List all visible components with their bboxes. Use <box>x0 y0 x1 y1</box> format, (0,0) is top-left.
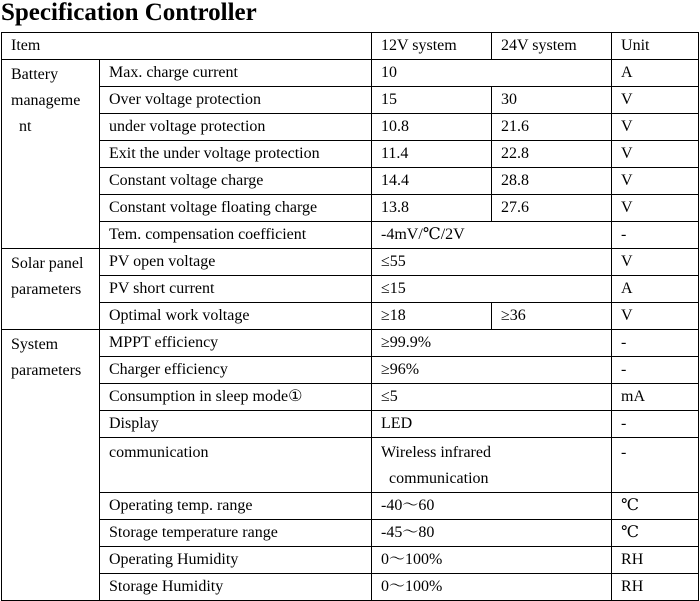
param-unit: V <box>612 87 699 114</box>
page-title: Specification Controller <box>1 0 257 26</box>
param-unit: - <box>612 357 699 384</box>
param-name: Operating temp. range <box>100 493 372 520</box>
param-unit: RH <box>612 547 699 574</box>
param-value: ≤5 <box>372 384 612 411</box>
table-row <box>2 493 699 520</box>
param-unit: - <box>612 411 699 438</box>
param-unit: V <box>612 303 699 330</box>
table-row <box>2 168 699 195</box>
param-value: -45～80 <box>372 520 612 547</box>
table-row <box>2 520 699 547</box>
param-unit: V <box>612 195 699 222</box>
param-value: ≥99.9% <box>372 330 612 357</box>
param-value: -40～60 <box>372 493 612 520</box>
param-unit: RH <box>612 574 699 601</box>
param-value: 10 <box>372 60 612 87</box>
table-row <box>2 411 699 438</box>
group-system-parameters: System parameters <box>2 330 100 601</box>
table-row <box>2 384 699 411</box>
param-name: PV open voltage <box>100 249 372 276</box>
param-name: Tem. compensation coefficient <box>100 222 372 249</box>
param-name: Exit the under voltage protection <box>100 141 372 168</box>
header-unit: Unit <box>612 33 699 60</box>
param-unit: mA <box>612 384 699 411</box>
specification-table <box>1 32 699 601</box>
table-header-row <box>2 33 699 60</box>
table-row <box>2 574 699 601</box>
param-name: under voltage protection <box>100 114 372 141</box>
param-value-12v: 13.8 <box>372 195 492 222</box>
param-value: Wireless infrared communication <box>372 438 612 493</box>
param-unit: ℃ <box>612 493 699 520</box>
param-name: Over voltage protection <box>100 87 372 114</box>
table-row <box>2 276 699 303</box>
table-row <box>2 141 699 168</box>
table-row <box>2 438 699 493</box>
table-row <box>2 114 699 141</box>
param-name: Constant voltage floating charge <box>100 195 372 222</box>
table-row <box>2 87 699 114</box>
param-name: Charger efficiency <box>100 357 372 384</box>
param-value-12v: 10.8 <box>372 114 492 141</box>
param-unit: V <box>612 249 699 276</box>
param-value-24v: 28.8 <box>492 168 612 195</box>
param-value: ≤55 <box>372 249 612 276</box>
param-name: Storage temperature range <box>100 520 372 547</box>
table-row <box>2 330 699 357</box>
group-solar-panel-parameters: Solar panel parameters <box>2 249 100 330</box>
param-unit: A <box>612 276 699 303</box>
header-item: Item <box>2 33 372 60</box>
param-value: 0～100% <box>372 547 612 574</box>
param-value-12v: 15 <box>372 87 492 114</box>
group-battery-management: Battery manageme nt <box>2 60 100 249</box>
param-value-24v: ≥36 <box>492 303 612 330</box>
param-unit: - <box>612 330 699 357</box>
param-value: LED <box>372 411 612 438</box>
param-value: -4mV/℃/2V <box>372 222 612 249</box>
param-unit: V <box>612 114 699 141</box>
param-name: PV short current <box>100 276 372 303</box>
param-name: Max. charge current <box>100 60 372 87</box>
param-name: Operating Humidity <box>100 547 372 574</box>
param-value: 0～100% <box>372 574 612 601</box>
param-value-24v: 21.6 <box>492 114 612 141</box>
param-name: Storage Humidity <box>100 574 372 601</box>
param-name: Display <box>100 411 372 438</box>
param-name: MPPT efficiency <box>100 330 372 357</box>
param-value-24v: 30 <box>492 87 612 114</box>
table-row <box>2 547 699 574</box>
table-row <box>2 60 699 87</box>
param-value: ≥96% <box>372 357 612 384</box>
param-name: Constant voltage charge <box>100 168 372 195</box>
param-value-12v: 14.4 <box>372 168 492 195</box>
param-name: Optimal work voltage <box>100 303 372 330</box>
table-row <box>2 303 699 330</box>
param-unit: ℃ <box>612 520 699 547</box>
param-name: Consumption in sleep mode① <box>100 384 372 411</box>
param-unit: - <box>612 438 699 493</box>
param-value-12v: 11.4 <box>372 141 492 168</box>
table-row <box>2 195 699 222</box>
header-24v: 24V system <box>492 33 612 60</box>
param-value-24v: 27.6 <box>492 195 612 222</box>
param-unit: A <box>612 60 699 87</box>
table-row <box>2 249 699 276</box>
param-value: ≤15 <box>372 276 612 303</box>
table-row <box>2 222 699 249</box>
param-unit: V <box>612 168 699 195</box>
param-name: communication <box>100 438 372 493</box>
param-value-12v: ≥18 <box>372 303 492 330</box>
param-value-24v: 22.8 <box>492 141 612 168</box>
table-row <box>2 357 699 384</box>
param-unit: V <box>612 141 699 168</box>
header-12v: 12V system <box>372 33 492 60</box>
param-unit: - <box>612 222 699 249</box>
